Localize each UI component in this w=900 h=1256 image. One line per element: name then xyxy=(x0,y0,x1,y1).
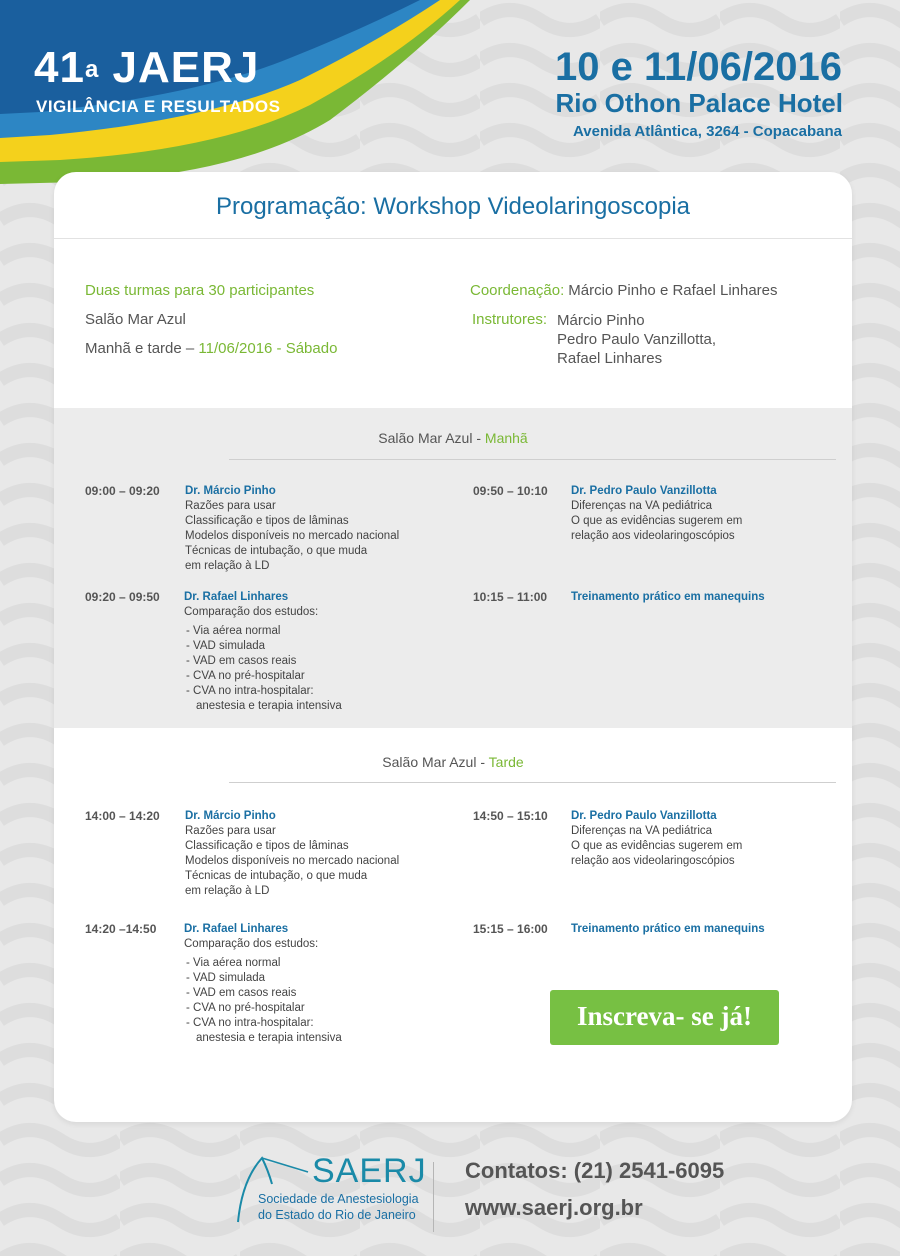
slot-list xyxy=(184,956,444,1046)
instructor-name: Márcio Pinho xyxy=(557,312,645,329)
slot-list-item: - VAD simulada xyxy=(186,972,266,984)
event-brand-title: 41$^a$ JAERJ xyxy=(34,43,260,92)
slot-time: 14:20 –14:50 xyxy=(85,922,157,936)
coordination-label: Coordenação: xyxy=(470,282,565,299)
slot-speaker: Dr. Rafael Linhares xyxy=(184,591,289,603)
slot-line: em relação à LD xyxy=(185,885,270,897)
slot-speaker: Dr. Pedro Paulo Vanzillotta xyxy=(571,810,717,822)
title-divider xyxy=(54,238,852,239)
slot-line: Modelos disponíveis no mercado nacional xyxy=(185,530,400,542)
slot-line: Razões para usar xyxy=(185,500,276,512)
schedule-info: Manhã e tarde – 11/06/2016 - Sábado xyxy=(85,340,338,357)
instructor-name: Pedro Paulo Vanzillotta, xyxy=(557,331,717,348)
slot-time: 09:00 – 09:20 xyxy=(85,484,160,498)
slot-line: Comparação dos estudos: xyxy=(184,938,319,950)
slot-speaker: Dr. Rafael Linhares xyxy=(184,923,289,935)
slot-body xyxy=(571,809,801,869)
event-address: Avenida Atlântica, 3264 - Copacabana xyxy=(573,123,842,140)
afternoon-section-heading: Salão Mar Azul - Tarde xyxy=(382,754,524,770)
groups-info: Duas turmas para 30 participantes xyxy=(85,282,315,299)
slot-body xyxy=(184,922,444,1046)
event-brand-subtitle: VIGILÂNCIA E RESULTADOS xyxy=(36,97,281,116)
org-name-line1: Sociedade de Anestesiologia xyxy=(258,1192,419,1206)
slot-time: 15:15 – 16:00 xyxy=(473,922,548,936)
coordination-row xyxy=(470,282,778,311)
slot-body xyxy=(571,484,801,544)
slot-line: em relação à LD xyxy=(185,560,270,572)
afternoon-section-divider xyxy=(229,782,836,783)
footer-divider xyxy=(433,1162,434,1232)
slot-list-item: anestesia e terapia intensiva xyxy=(196,1032,342,1044)
slot-time: 09:20 – 09:50 xyxy=(85,590,160,604)
slot-list-item: - VAD simulada xyxy=(186,640,266,652)
slot-body xyxy=(184,590,444,714)
slot-list-item: - CVA no pré-hospitalar xyxy=(186,1002,305,1014)
website-link[interactable]: www.saerj.org.br xyxy=(465,1195,643,1220)
slot-line: Classificação e tipos de lâminas xyxy=(185,840,349,852)
instructors-label: Instrutores: xyxy=(472,311,548,328)
slot-line: Classificação e tipos de lâminas xyxy=(185,515,349,527)
slot-list xyxy=(184,624,444,714)
slot-list-item: - VAD em casos reais xyxy=(186,655,297,667)
instructors-list xyxy=(557,311,716,368)
slot-line: O que as evidências sugerem em xyxy=(571,840,743,852)
slot-speaker: Dr. Pedro Paulo Vanzillotta xyxy=(571,485,717,497)
morning-section xyxy=(54,408,852,728)
slot-time: 10:15 – 11:00 xyxy=(473,590,548,604)
org-name-line2: do Estado do Rio de Janeiro xyxy=(258,1208,416,1222)
program-info-left xyxy=(85,282,337,369)
slot-list-item: - CVA no intra-hospitalar: xyxy=(186,1017,314,1029)
program-info-right xyxy=(470,282,778,368)
saerj-logo-wordmark: SAERJ xyxy=(312,1152,427,1190)
program-title: Programação: Workshop Videolaringoscopia xyxy=(215,193,691,220)
morning-section-divider xyxy=(229,459,836,460)
room-info: Salão Mar Azul xyxy=(85,311,186,328)
slot-line: Modelos disponíveis no mercado nacional xyxy=(185,855,400,867)
program-card xyxy=(54,172,852,1122)
event-venue: Rio Othon Palace Hotel xyxy=(555,88,843,118)
slot-line: Razões para usar xyxy=(185,825,276,837)
instructors-row xyxy=(470,311,778,368)
slot-list-item: - VAD em casos reais xyxy=(186,987,297,999)
slot-body xyxy=(185,809,445,899)
slot-line: relação aos videolaringoscópios xyxy=(571,855,735,867)
slot-list-item: - CVA no pré-hospitalar xyxy=(186,670,305,682)
slot-speaker: Dr. Márcio Pinho xyxy=(185,810,276,822)
slot-time: 14:50 – 15:10 xyxy=(473,809,548,823)
morning-section-heading: Salão Mar Azul - Manhã xyxy=(378,430,528,446)
slot-time: 14:00 – 14:20 xyxy=(85,809,160,823)
slot-activity: Treinamento prático em manequins xyxy=(571,923,765,935)
slot-list-item: anestesia e terapia intensiva xyxy=(196,700,342,712)
slot-line: Comparação dos estudos: xyxy=(184,606,319,618)
coordination-names: Márcio Pinho e Rafael Linhares xyxy=(568,282,778,299)
slot-body xyxy=(571,922,811,937)
instructor-name: Rafael Linhares xyxy=(557,350,663,367)
slot-line: relação aos videolaringoscópios xyxy=(571,530,735,542)
slot-list-item: - Via aérea normal xyxy=(186,957,281,969)
slot-line: O que as evidências sugerem em xyxy=(571,515,743,527)
slot-activity: Treinamento prático em manequins xyxy=(571,591,765,603)
slot-line: Técnicas de intubação, o que muda xyxy=(185,870,368,882)
register-now-button[interactable]: Inscreva- se já! xyxy=(550,990,779,1045)
slot-line: Diferenças na VA pediátrica xyxy=(571,825,713,837)
slot-speaker: Dr. Márcio Pinho xyxy=(185,485,276,497)
slot-body xyxy=(571,590,811,605)
slot-line: Diferenças na VA pediátrica xyxy=(571,500,713,512)
contact-phone: Contatos: (21) 2541-6095 xyxy=(465,1158,725,1183)
slot-time: 09:50 – 10:10 xyxy=(473,484,548,498)
slot-body xyxy=(185,484,445,574)
slot-list-item: - Via aérea normal xyxy=(186,625,281,637)
slot-line: Técnicas de intubação, o que muda xyxy=(185,545,368,557)
event-date: 10 e 11/06/2016 xyxy=(555,45,842,89)
slot-list-item: - CVA no intra-hospitalar: xyxy=(186,685,314,697)
